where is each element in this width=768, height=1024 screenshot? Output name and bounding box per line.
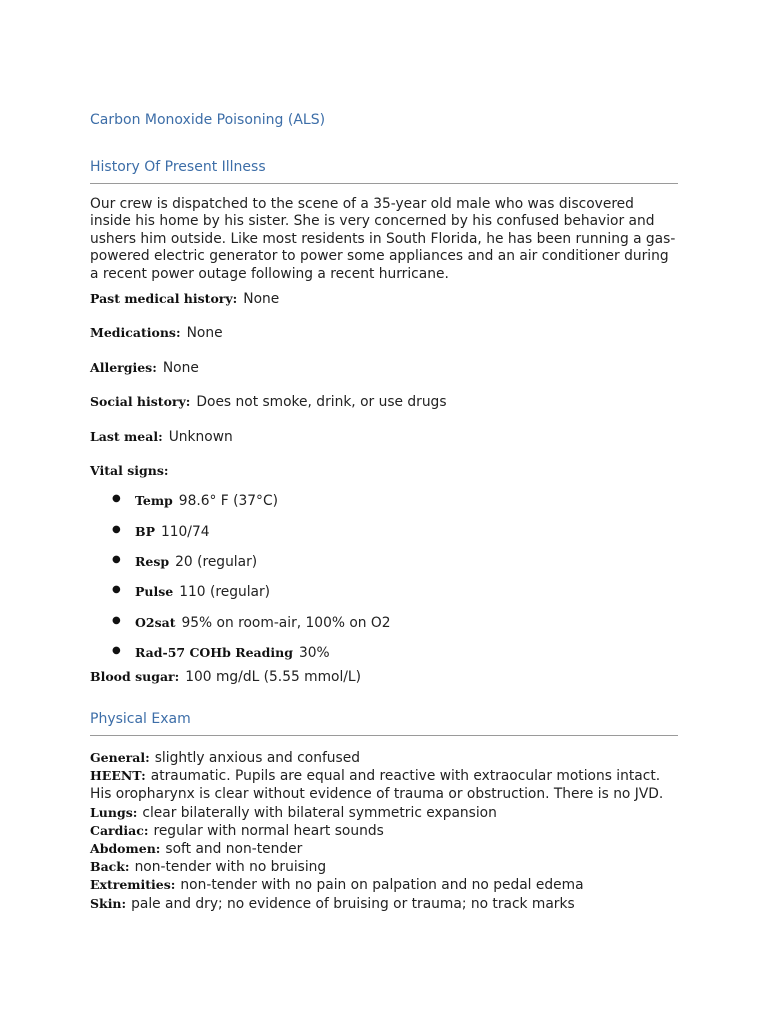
exam-item-abdomen bbox=[90, 840, 678, 858]
vital-value: 30% bbox=[298, 645, 330, 661]
field-label: Allergies: bbox=[90, 360, 157, 375]
field-value: None bbox=[162, 360, 199, 376]
field-value: None bbox=[186, 325, 223, 341]
exam-item-heent bbox=[90, 767, 678, 803]
exam-value: pale and dry; no evidence of bruising or trauma; no track marks bbox=[131, 895, 575, 912]
exam-item-back bbox=[90, 858, 678, 876]
field-value: 100 mg/dL (5.55 mmol/L) bbox=[185, 669, 362, 685]
vital-value: 95% on room-air, 100% on O2 bbox=[181, 615, 391, 631]
exam-value: non-tender with no bruising bbox=[134, 859, 327, 876]
exam-label: Back: bbox=[90, 859, 130, 875]
exam-value: regular with normal heart sounds bbox=[153, 822, 384, 839]
vital-value: 20 (regular) bbox=[175, 554, 258, 570]
exam-item-extremities bbox=[90, 876, 678, 894]
exam-label: Abdomen: bbox=[90, 841, 161, 857]
exam-item-lungs bbox=[90, 804, 678, 822]
exam-label: Extremities: bbox=[90, 877, 176, 893]
exam-value: non-tender with no pain on palpation and no pedal edema bbox=[180, 877, 584, 894]
vital-value: 110/74 bbox=[160, 524, 210, 540]
exam-label: Lungs: bbox=[90, 804, 138, 820]
bullet-icon: ● bbox=[112, 493, 121, 504]
exam-label: Cardiac: bbox=[90, 822, 149, 838]
vital-label: Temp bbox=[135, 493, 173, 508]
field-label: Past medical history: bbox=[90, 291, 238, 306]
vital-label: O2sat bbox=[135, 615, 176, 630]
exam-value: slightly anxious and confused bbox=[154, 750, 360, 766]
field-label: Last meal: bbox=[90, 429, 163, 444]
exam-label: General: bbox=[90, 750, 150, 765]
hpi-heading: History Of Present Illness bbox=[90, 159, 678, 184]
medications-field bbox=[90, 325, 223, 341]
bullet-icon: ● bbox=[112, 615, 121, 626]
vital-value: 98.6° F (37°C) bbox=[178, 493, 278, 509]
exam-value: soft and non-tender bbox=[165, 841, 303, 858]
field-label: Social history: bbox=[90, 394, 191, 409]
exam-label: Skin: bbox=[90, 895, 127, 911]
field-value: Does not smoke, drink, or use drugs bbox=[196, 394, 447, 410]
vital-signs-label: Vital signs: bbox=[90, 463, 169, 478]
vital-label: Rad-57 COHb Reading bbox=[135, 645, 293, 660]
physical-exam-heading: Physical Exam bbox=[90, 711, 678, 736]
vital-value: 110 (regular) bbox=[179, 584, 271, 600]
allergies-field bbox=[90, 360, 199, 376]
field-label: Medications: bbox=[90, 325, 181, 340]
exam-value: clear bilaterally with bilateral symmetric expansion bbox=[142, 804, 497, 821]
bullet-icon: ● bbox=[112, 524, 121, 535]
physical-exam-findings bbox=[90, 749, 678, 913]
exam-label: HEENT: bbox=[90, 768, 146, 784]
hpi-paragraph: Our crew is dispatched to the scene of a 35-year old male who was discovered inside his home by his sister. She is very concerned by his confused behavior and ushers him outside. Like most residents in South Florida, he has been running a gas-powered electric generator to power some appliances and an air conditioner during a recent power outage following a recent hurricane. bbox=[90, 196, 676, 282]
last-meal-field bbox=[90, 429, 233, 445]
vital-label: Resp bbox=[135, 554, 170, 569]
exam-value: atraumatic. Pupils are equal and reactive with extraocular motions intact. His oropharynx is clear without evidence of trauma or obstruction. There is no JVD. bbox=[90, 768, 664, 803]
past-medical-history-field bbox=[90, 291, 279, 307]
exam-item-cardiac bbox=[90, 822, 678, 840]
bullet-icon: ● bbox=[112, 645, 121, 656]
bullet-icon: ● bbox=[112, 554, 121, 565]
field-value: None bbox=[243, 291, 280, 307]
bullet-icon: ● bbox=[112, 584, 121, 595]
vital-label: Pulse bbox=[135, 584, 174, 599]
field-label: Blood sugar: bbox=[90, 669, 180, 684]
vital-label: BP bbox=[135, 524, 155, 539]
exam-item-general bbox=[90, 749, 678, 767]
exam-item-skin bbox=[90, 895, 678, 913]
vital-signs-label-row bbox=[90, 463, 168, 479]
social-history-field bbox=[90, 394, 447, 410]
document-title: Carbon Monoxide Poisoning (ALS) bbox=[90, 112, 326, 128]
blood-sugar-field bbox=[90, 669, 361, 685]
field-value: Unknown bbox=[168, 429, 233, 445]
